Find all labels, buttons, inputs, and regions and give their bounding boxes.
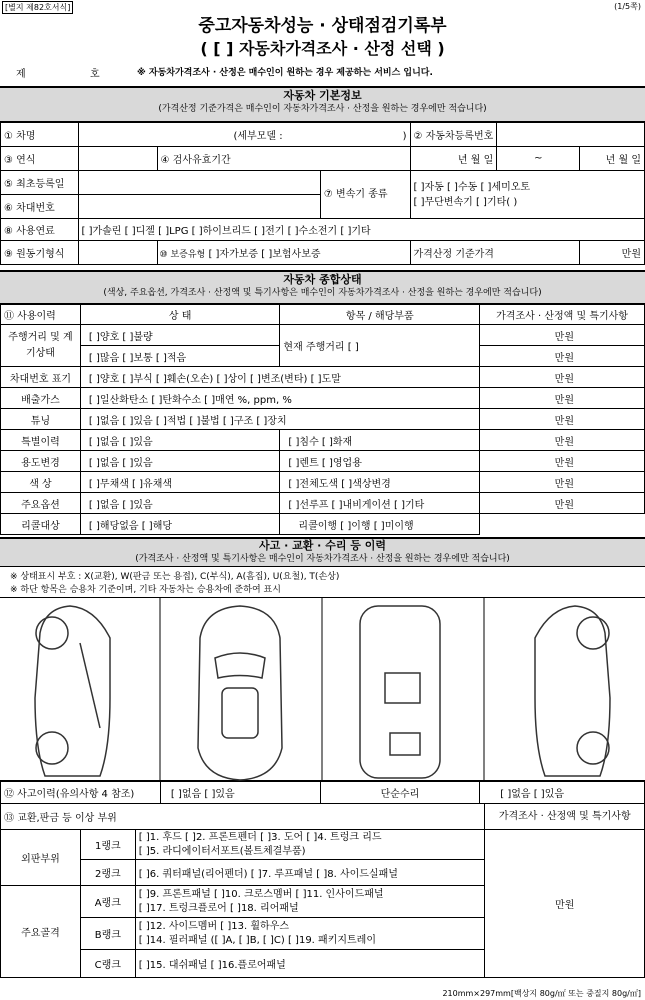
overall-state-table xyxy=(0,304,645,535)
car-name-label: ① 차명 xyxy=(1,123,79,147)
ho-label: 호 xyxy=(90,69,100,80)
simple-repair-options[interactable]: [ ]없음 [ ]있음 xyxy=(480,782,645,804)
usage-history-header: ⑪ 사용이력 xyxy=(1,305,81,325)
engine-type-value[interactable] xyxy=(78,241,157,265)
emission-label: 배출가스 xyxy=(1,388,81,409)
period-tilde: ~ xyxy=(497,147,580,171)
transmission-label: ⑦ 변속기 종류 xyxy=(320,171,410,219)
frame-car-icon xyxy=(360,606,440,778)
exchange-header: ⑬ 교환,판금 등 이상 부위 xyxy=(1,804,485,830)
recall-options[interactable]: [ ]해당없음 [ ]해당 xyxy=(80,514,280,535)
transmission-options[interactable]: [ ]자동 [ ]수동 [ ]세미오토 [ ]무단변속기 [ ]기타( ) xyxy=(410,171,645,219)
recall-done-cell[interactable]: 리콜이행 [ ]이행 [ ]미이행 xyxy=(280,514,480,535)
usage-change-label: 용도변경 xyxy=(1,451,81,472)
color-options[interactable]: [ ]무채색 [ ]유채색 xyxy=(80,472,280,493)
rank-1-label: 1랭크 xyxy=(80,830,135,860)
options-label: 주요옵션 xyxy=(1,493,81,514)
usage-change-options[interactable]: [ ]없음 [ ]있음 xyxy=(80,451,280,472)
rank-b-label: B랭크 xyxy=(80,918,135,950)
first-reg-label: ⑤ 최초등록일 xyxy=(1,171,79,195)
accident-title: 사고 · 교환 · 수리 등 이력 xyxy=(259,539,386,552)
tuning-label: 튜닝 xyxy=(1,409,81,430)
options-items[interactable]: [ ]선루프 [ ]내비게이션 [ ]기타 xyxy=(280,493,480,514)
fuel-options[interactable]: [ ]가솔린 [ ]디젤 [ ]LPG [ ]하이브리드 [ ]전기 [ ]수소전기 [ ]기타 xyxy=(78,219,645,241)
period-start[interactable]: 년 월 일 xyxy=(410,147,497,171)
emission-price[interactable]: 만원 xyxy=(480,388,645,409)
engine-type-label: ⑨ 원동기형식 xyxy=(1,241,79,265)
current-mileage[interactable]: 현재 주행거리 [ ] xyxy=(280,325,480,367)
usage-change-items[interactable]: [ ]렌트 [ ]영업용 xyxy=(280,451,480,472)
basic-info-title: 자동차 기본정보 xyxy=(283,89,362,102)
price-notes-header: 가격조사 · 산정액 및 특기사항 xyxy=(480,305,645,325)
accident-header xyxy=(0,537,645,567)
mileage-label: 주행거리 및 계기상태 xyxy=(1,325,81,367)
vin-marking-price[interactable]: 만원 xyxy=(480,367,645,388)
service-note: ※ 자동차가격조사 · 산정은 매수인이 원하는 경우 제공하는 서비스 입니다. xyxy=(137,68,433,78)
usage-change-price[interactable]: 만원 xyxy=(480,451,645,472)
simple-repair-label: 단순수리 xyxy=(320,782,480,804)
vin-value[interactable] xyxy=(78,195,320,219)
special-history-items[interactable]: [ ]침수 [ ]화재 xyxy=(280,430,480,451)
accident-table xyxy=(0,781,645,804)
special-history-options[interactable]: [ ]없음 [ ]있음 xyxy=(80,430,280,451)
rank-a-label: A랭크 xyxy=(80,886,135,918)
fuel-label: ⑧ 사용연료 xyxy=(1,219,79,241)
mileage-status-1[interactable]: [ ]양호 [ ]불량 xyxy=(80,325,280,346)
accident-subtitle: (가격조사 · 산정액 및 특기사항은 매수인이 자동차가격조사 · 산정을 원하는 경우에만 적습니다) xyxy=(135,554,510,564)
overall-state-title: 자동차 종합상태 xyxy=(283,273,362,286)
vin-marking-label: 차대번호 표기 xyxy=(1,367,81,388)
accident-history-options[interactable]: [ ]없음 [ ]있음 xyxy=(160,782,320,804)
mileage-status-2[interactable]: [ ]많음 [ ]보통 [ ]적음 xyxy=(80,346,280,367)
basic-info-header xyxy=(0,86,645,122)
tuning-options[interactable]: [ ]없음 [ ]있음 [ ]적법 [ ]불법 [ ]구조 [ ]장치 xyxy=(80,409,479,430)
color-items[interactable]: [ ]전체도색 [ ]색상변경 xyxy=(280,472,480,493)
right-side-car-icon xyxy=(535,606,610,776)
price-base-unit: 만원 xyxy=(580,241,645,265)
options-price[interactable]: 만원 xyxy=(480,493,645,514)
vin-label: ⑥ 차대번호 xyxy=(1,195,79,219)
item-header: 항목 / 해당부품 xyxy=(280,305,480,325)
basic-info-subtitle: (가격산정 기준가격은 매수인이 자동차가격조사 · 산정을 원하는 경우에만 적습니다) xyxy=(158,104,487,114)
model-label: (세부모델 : ) xyxy=(78,123,410,147)
warranty-cell[interactable]: ⑩ 보증유형 [ ]자가보증 [ ]보험사보증 xyxy=(157,241,410,265)
special-history-label: 특별이력 xyxy=(1,430,81,451)
overall-state-subtitle: (색상, 주요옵션, 가격조사 · 산정액 및 특기사항은 매수인이 자동차가격조사 · 산정을 원하는 경우에만 적습니다) xyxy=(103,288,542,298)
vin-marking-options[interactable]: [ ]양호 [ ]부식 [ ]훼손(오손) [ ]상이 [ ]변조(변타) [ ]도말 xyxy=(80,367,479,388)
form-title: 중고자동차성능 · 상태점검기록부 xyxy=(198,16,447,36)
top-front-car-icon xyxy=(198,606,282,780)
overall-state-header xyxy=(0,270,645,304)
rank-2-items[interactable]: [ ]6. 쿼터패널(리어펜더) [ ]7. 루프패널 [ ]8. 사이드실패널 xyxy=(135,860,485,886)
basic-info-table xyxy=(0,122,645,265)
accident-history-label: ⑫ 사고이력(유의사항 4 참조) xyxy=(1,782,161,804)
outer-panel-label: 외판부위 xyxy=(1,830,81,886)
form-subtitle: ( [ ] 자동차가격조사 · 산정 선택 ) xyxy=(200,39,445,58)
mileage-price-2[interactable]: 만원 xyxy=(480,346,645,367)
exchange-price-header: 가격조사 · 산정액 및 특기사항 xyxy=(485,804,645,830)
car-diagrams xyxy=(0,598,645,782)
car-diagram-area xyxy=(0,597,645,781)
passenger-car-note: ※ 하단 항목은 승용차 기준이며, 기타 자동차는 승용차에 준하여 표시 xyxy=(10,585,281,595)
color-price[interactable]: 만원 xyxy=(480,472,645,493)
options-options[interactable]: [ ]없음 [ ]있음 xyxy=(80,493,280,514)
reg-number-label: ② 자동차등록번호 xyxy=(410,123,497,147)
warranty-label: ⑩ 보증유형 xyxy=(159,250,206,260)
inspection-period-label: ④ 검사유효기간 xyxy=(157,147,410,171)
tuning-price[interactable]: 만원 xyxy=(480,409,645,430)
rank-c-items[interactable]: [ ]15. 대쉬패널 [ ]16.플로어패널 xyxy=(135,950,485,978)
main-frame-label: 주요골격 xyxy=(1,886,81,978)
rank-2-label: 2랭크 xyxy=(80,860,135,886)
year-value[interactable] xyxy=(78,147,157,171)
price-base-label: 가격산정 기준가격 xyxy=(410,241,580,265)
status-codes-note: ※ 상태표시 부호 : X(교환), W(판금 또는 용접), C(부식), A(흠집), U(요철), T(손상) xyxy=(10,572,340,582)
special-history-price[interactable]: 만원 xyxy=(480,430,645,451)
rank-b-items[interactable]: [ ]12. 사이드멤버 [ ]13. 휠하우스 [ ]14. 필러패널 ([ ]A, [ ]B, [ ]C) [ ]19. 패키지트레이 xyxy=(135,918,485,950)
reg-number-value[interactable] xyxy=(497,123,645,147)
rank-c-label: C랭크 xyxy=(80,950,135,978)
mileage-price[interactable]: 만원 xyxy=(480,325,645,346)
form-number: [별지 제82호서식] xyxy=(2,1,73,14)
recall-label: 리콜대상 xyxy=(1,514,81,535)
exchange-price[interactable]: 만원 xyxy=(485,830,645,978)
no-label: 제 xyxy=(16,69,26,80)
rank-a-items[interactable]: [ ]9. 프론트패널 [ ]10. 크로스멤버 [ ]11. 인사이드패널 [ ]17. 트렁크플로어 [ ]18. 리어패널 xyxy=(135,886,485,918)
rank-1-items[interactable]: [ ]1. 후드 [ ]2. 프론트펜더 [ ]3. 도어 [ ]4. 트렁크 리드 [ ]5. 라디에이터서포트(볼트체결부품) xyxy=(135,830,485,860)
exchange-table xyxy=(0,803,645,978)
year-label: ③ 연식 xyxy=(1,147,79,171)
page-number: (1/5쪽) xyxy=(614,2,641,11)
first-reg-value[interactable] xyxy=(78,171,320,195)
color-label: 색 상 xyxy=(1,472,81,493)
left-side-car-icon xyxy=(35,606,110,776)
recall-empty xyxy=(480,514,645,535)
state-header: 상 태 xyxy=(80,305,280,325)
emission-options[interactable]: [ ]일산화탄소 [ ]탄화수소 [ ]매연 %, ppm, % xyxy=(80,388,479,409)
period-end[interactable]: 년 월 일 xyxy=(580,147,645,171)
paper-spec: 210mm×297mm[백상지 80g/㎡ 또는 중질지 80g/㎡] xyxy=(442,989,641,998)
